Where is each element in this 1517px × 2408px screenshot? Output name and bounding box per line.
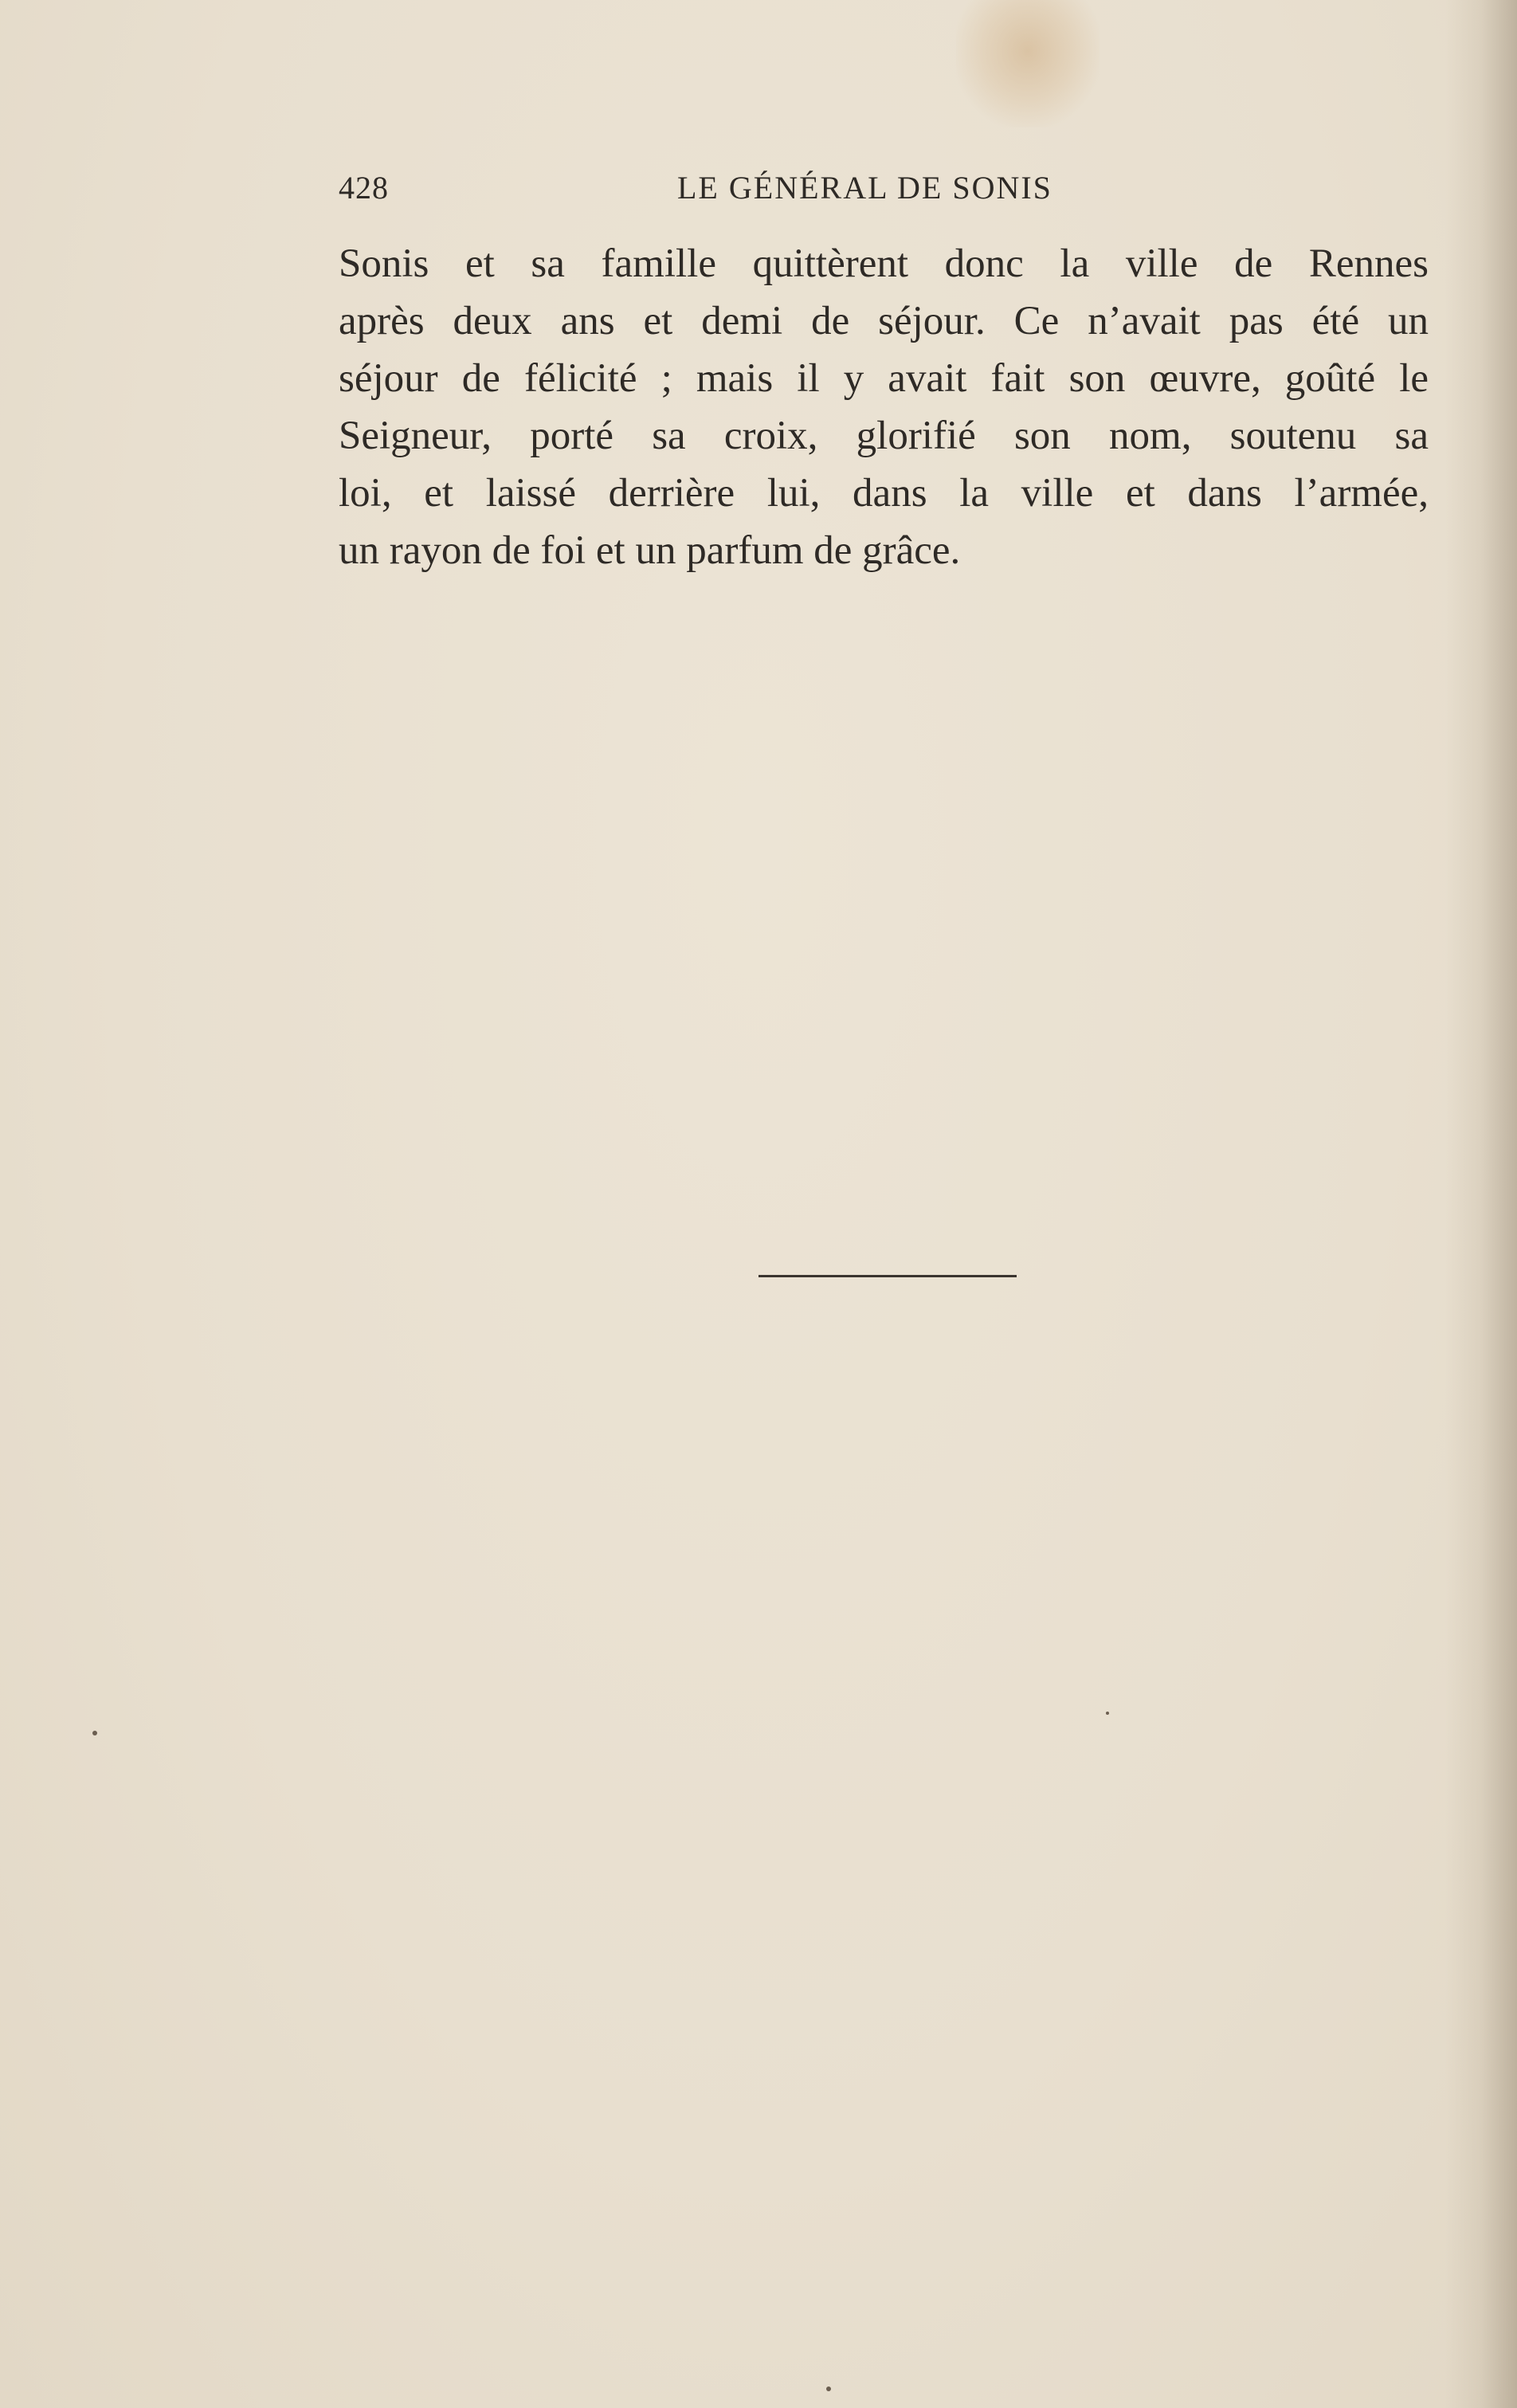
text-line: séjour de félicité ; mais il y avait fait son œuvre, goûté le xyxy=(339,356,1429,401)
section-end-rule xyxy=(758,1275,1017,1277)
paper-stain xyxy=(956,0,1100,127)
paper-speck xyxy=(826,2386,831,2391)
binding-shadow xyxy=(1445,0,1517,2408)
text-line: après deux ans et demi de séjour. Ce n’avait pas été un xyxy=(339,299,1429,343)
text-line: un rayon de foi et un parfum de grâce. xyxy=(339,528,961,573)
page-number: 428 xyxy=(339,170,389,206)
paper-speck xyxy=(92,1731,97,1735)
paper-speck xyxy=(1106,1712,1109,1715)
page-header xyxy=(339,169,1429,217)
running-head: LE GÉNÉRAL DE SONIS xyxy=(677,170,1052,206)
text-line: Sonis et sa famille quittèrent donc la ville de Rennes xyxy=(339,241,1429,286)
paragraph xyxy=(339,235,1429,579)
text-line: Seigneur, porté sa croix, glorifié son nom, soutenu sa xyxy=(339,414,1429,458)
text-line: loi, et laissé derrière lui, dans la ville et dans l’armée, xyxy=(339,471,1429,516)
